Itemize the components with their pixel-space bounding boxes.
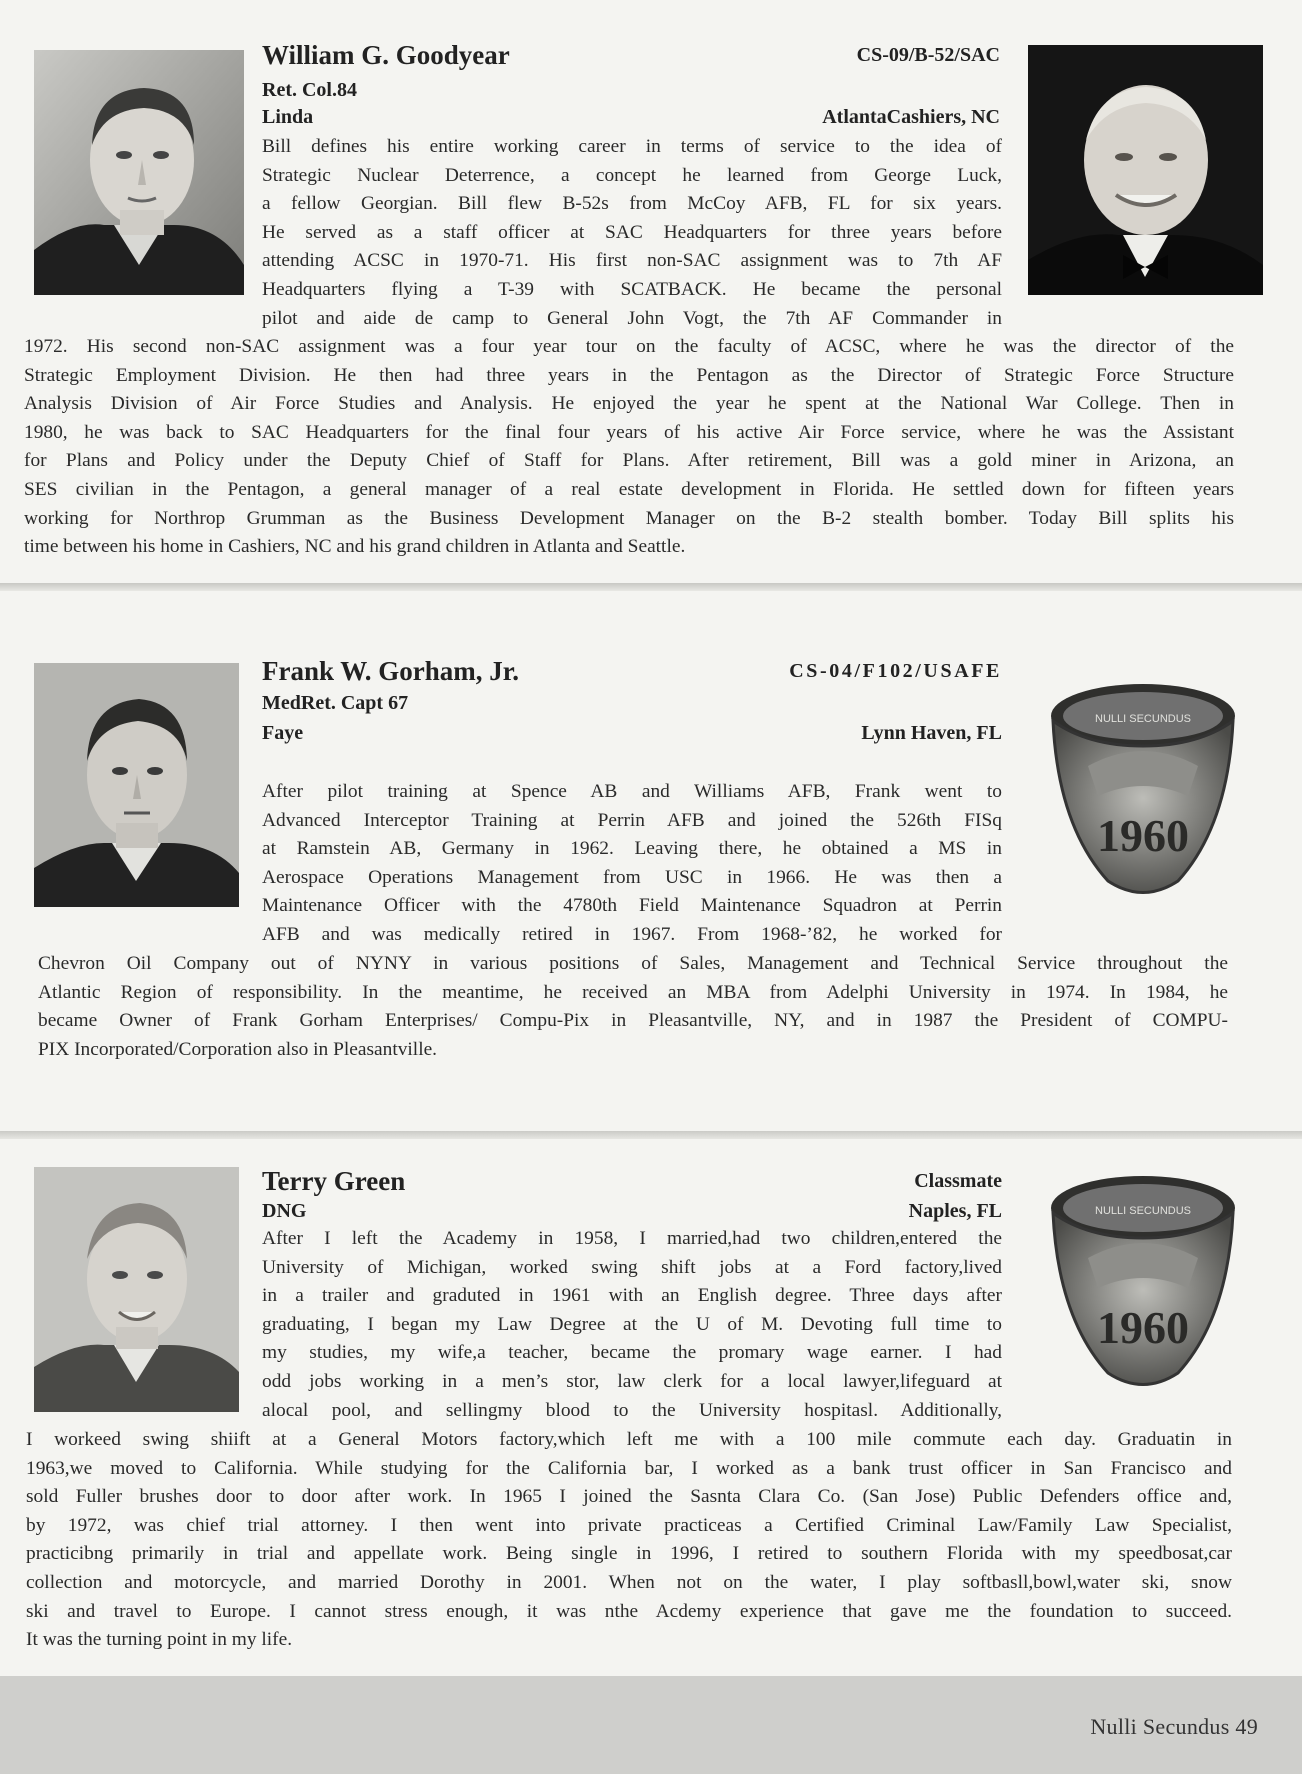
bio-line: at Ramstein AB, Germany in 1962. Leaving there, he obtained a MS in [262,838,1002,860]
location: AtlantaCashiers, NC [822,106,1000,128]
bio-line: graduating, I began my Law Degree at the U of M. Devoting full time to [262,1313,1002,1335]
unit-code: Classmate [914,1170,1002,1192]
bio-line: collection and motorcycle, and married Dorothy in 2001. When not on the water, I play softbasll,bowl,water ski, snow [26,1571,1232,1593]
bio-line: Analysis Division of Air Force Studies and Analysis. He enjoyed the year he spent at the National War College. Then in [24,393,1234,415]
bio-line: practicibng primarily in trial and appellate work. Being single in 1996, I retired to southern Florida with my speedbosat,car [26,1543,1232,1565]
unit-code: CS-04/F102/USAFE [789,660,1002,682]
ring-engraving: NULLI SECUNDUS [1095,1205,1191,1217]
bio-line: Atlantic Region of responsibility. In the meantime, he received an MBA from Adelphi University in 1974. In 1984, he [38,981,1228,1003]
bio-line: 1972. His second non-SAC assignment was a four year tour on the faculty of ACSC, where he was the director of the [24,336,1234,357]
bio-line: It was the turning point in my life. [26,1629,293,1651]
rank-status: Ret. Col.84 [262,79,357,101]
class-ring-image [1038,1168,1248,1398]
bio-line: SES civilian in the Pentagon, a general manager of a real estate development in Florida. He settled down for fifteen years [24,478,1234,500]
person-name: Terry Green [262,1166,406,1196]
bio-line: working for Northrop Grumman as the Business Development Manager on the B-2 stealth bomber. Today Bill splits his [24,507,1234,529]
unit-code: CS-09/B-52/SAC [856,44,1000,66]
bio-line: a fellow Georgian. Bill flew B-52s from McCoy AFB, FL for six years. [262,193,1002,215]
bio-line: He served as a staff officer at SAC Headquarters for three years before [262,221,1002,243]
section-divider [0,1131,1302,1139]
location: Lynn Haven, FL [861,722,1002,744]
bio-text [262,778,1002,950]
ring-engraving: NULLI SECUNDUS [1095,713,1191,725]
bio-line: Aerospace Operations Management from USC in 1966. He was then a [262,866,1002,888]
bio-text-wide [26,1426,1232,1655]
current-photo [1028,45,1263,295]
bio-line: Headquarters flying a T-39 with SCATBACK. He became the personal [262,278,1002,300]
cadet-photo [34,50,244,295]
bio-line: Strategic Employment Division. He then had three years in the Pentagon as the Director of Strategic Force Structure [24,364,1234,386]
bio-text-wide [38,950,1228,1064]
bio-line: AFB and was medically retired in 1967. From 1968-’82, he worked for [262,923,1002,945]
bio-line: Advanced Interceptor Training at Perrin AFB and joined the 526th FISq [262,809,1002,831]
bio-line: time between his home in Cashiers, NC and his grand children in Atlanta and Seattle. [24,536,686,558]
bio-line: ski and travel to Europe. I cannot stress enough, it was nthe Acdemy experience that gave me the foundation to succeed. [26,1600,1232,1622]
bio-line: for Plans and Policy under the Deputy Chief of Staff for Plans. After retirement, Bill was a gold miner in Arizona, an [24,450,1234,472]
bio-text-wide [24,333,1234,562]
bio-line: alocal pool, and sellingmy blood to the University hospitasl. Additionally, [262,1399,1002,1421]
section-divider [0,583,1302,591]
cadet-photo [34,1167,239,1412]
bio-line: in a trailer and graduted in 1961 with an English degree. Three days after [262,1285,1002,1307]
rank-status: DNG [262,1200,307,1222]
bio-line: After I left the Academy in 1958, I married,had two children,entered the [262,1228,1002,1249]
bio-line: 1963,we moved to California. While studying for the California bar, I worked as a bank trust officer in San Francisco and [26,1457,1232,1479]
bio-line: Strategic Nuclear Deterrence, a concept he learned from George Luck, [262,164,1002,186]
bio-text [262,133,1002,333]
bio-line: pilot and aide de camp to General John Vogt, the 7th AF Commander in [262,307,1002,329]
ring-year: 1960 [1097,810,1189,861]
bio-line: Chevron Oil Company out of NYNY in various positions of Sales, Management and Technical Service throughout the [38,953,1228,974]
bio-line: became Owner of Frank Gorham Enterprises/ Compu-Pix in Pleasantville, NY, and in 1987 the President of COMPU- [38,1010,1228,1032]
page-footer [0,1676,1302,1774]
bio-line: attending ACSC in 1970-71. His first non-SAC assignment was to 7th AF [262,250,1002,272]
bio-line: my studies, my wife,a teacher, became the promary wage earner. I had [262,1342,1002,1364]
bio-line: by 1972, was chief trial attorney. I then went into private practiceas a Certified Criminal Law/Family Law Specialist, [26,1514,1232,1536]
class-ring-image [1038,676,1248,906]
bio-line: Maintenance Officer with the 4780th Field Maintenance Squadron at Perrin [262,895,1002,917]
location: Naples, FL [908,1200,1002,1222]
bio-line: PIX Incorporated/Corporation also in Pleasantville. [38,1038,438,1060]
rank-status: MedRet. Capt 67 [262,692,409,714]
bio-line: sold Fuller brushes door to door after work. In 1965 I joined the Sasnta Clara Co. (San Jose) Public Defenders office and, [26,1486,1232,1508]
spouse-name: Linda [262,106,314,128]
cadet-photo [34,663,239,907]
bio-line: Bill defines his entire working career in terms of service to the idea of [262,136,1002,157]
footer-page-number: Nulli Secundus 49 [1090,1714,1258,1739]
bio-line: University of Michigan, worked swing shift jobs at a Ford factory,lived [262,1256,1002,1278]
bio-line: I workeed swing shiift at a General Motors factory,which left me with a 100 mile commute each day. Graduatin in [26,1429,1232,1450]
bio-line: After pilot training at Spence AB and Williams AFB, Frank went to [262,781,1002,802]
bio-line: odd jobs working in a men’s stor, law clerk for a local lawyer,lifeguard at [262,1370,1002,1392]
person-name: William G. Goodyear [262,40,510,70]
ring-year: 1960 [1097,1302,1189,1353]
bio-text [262,1225,1002,1425]
spouse-name: Faye [262,722,304,744]
bio-line: 1980, he was back to SAC Headquarters for the final four years of his active Air Force service, where he was the Assistant [24,421,1234,443]
person-name: Frank W. Gorham, Jr. [262,656,520,686]
